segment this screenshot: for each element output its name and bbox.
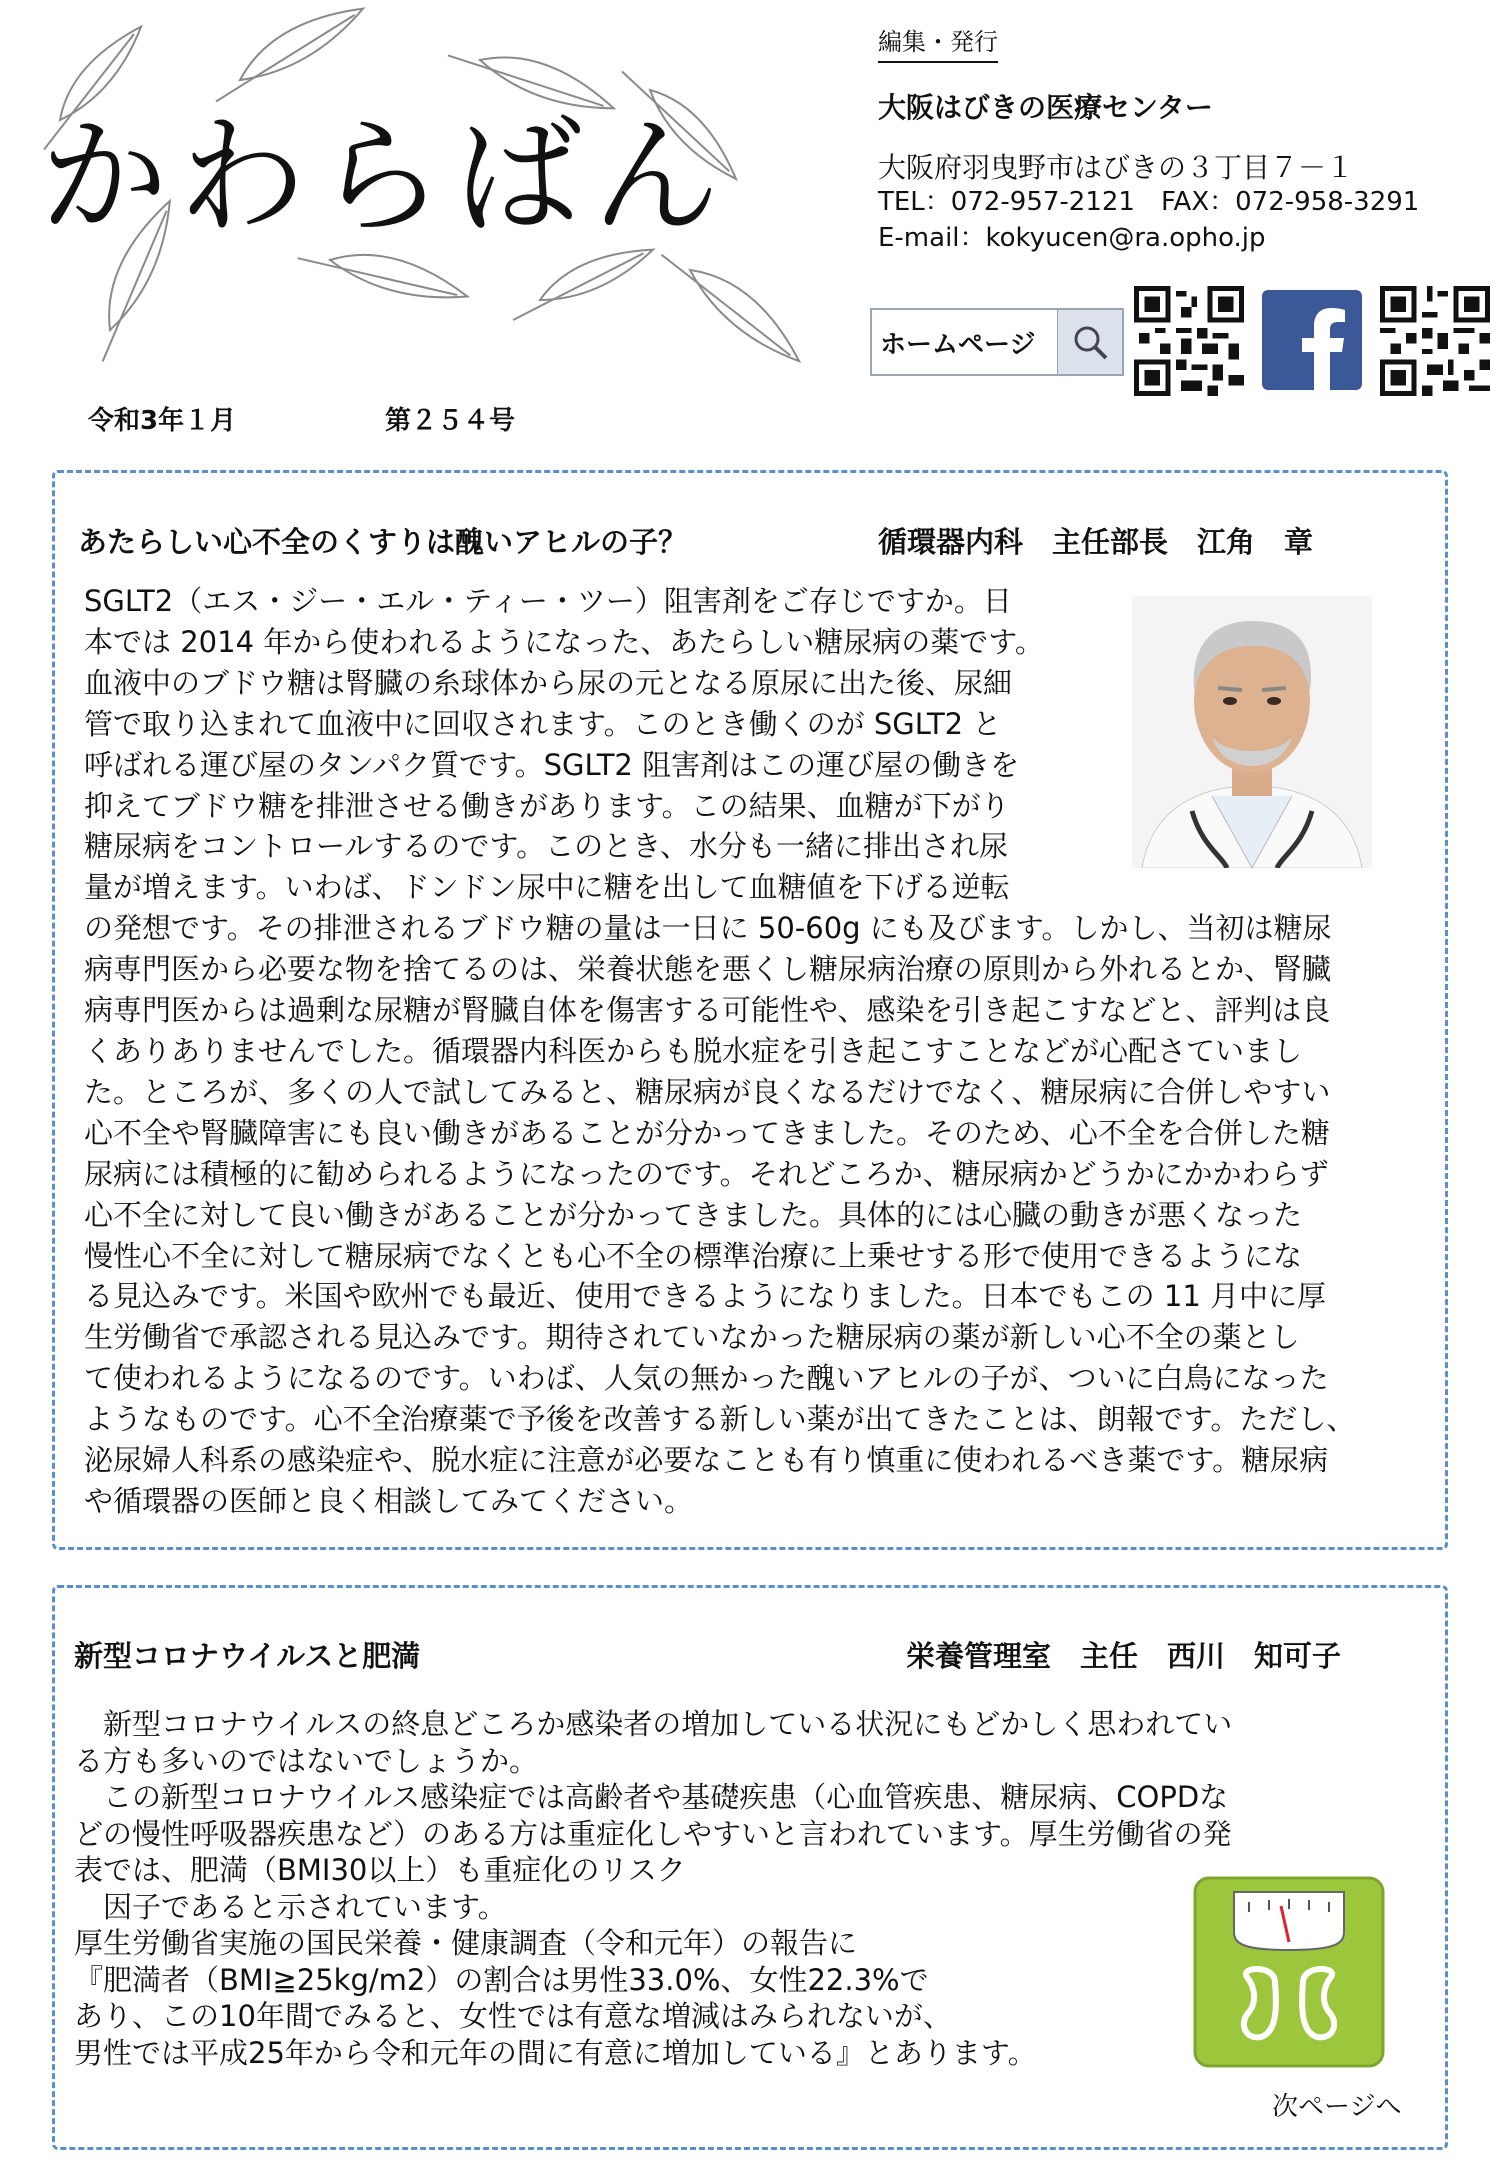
article1-line: くありありませんでした。循環器内科医からも脱水症を引き起こすことなどが心配さていまし: [84, 1033, 1303, 1068]
next-page-note: 次ページへ: [1272, 2092, 1402, 2122]
bathroom-scale-illustration: [1189, 1872, 1389, 2072]
tel-fax: TEL：072-957-2121 FAX：072-958-3291: [878, 187, 1420, 217]
email-address[interactable]: E-mail：kokyucen@ra.opho.jp: [878, 223, 1266, 253]
article1-line: 生労働省で承認される見込みです。期待されていなかった糖尿病の薬が新しい心不全の薬とし: [84, 1320, 1300, 1355]
homepage-search-box[interactable]: [870, 308, 1124, 376]
qr-code-icon[interactable]: [1134, 286, 1244, 396]
qr-code-icon[interactable]: [1380, 286, 1490, 396]
search-icon[interactable]: [1057, 310, 1122, 374]
article-2-headline: 新型コロナウイルスと肥満: [74, 1639, 421, 1673]
article1-line: 心不全や腎臓障害にも良い働きがあることが分かってきました。そのため、心不全を合併した糖: [84, 1115, 1330, 1150]
article1-line: や循環器の医師と良く相談してみてください。: [84, 1483, 694, 1518]
edit-publish-label: 編集・発行: [878, 22, 998, 63]
article1-line: 泌尿婦人科系の感染症や、脱水症に注意が必要なことも有り慎重に使われるべき薬です。糖尿病: [84, 1443, 1329, 1478]
article2-line: どの慢性呼吸器疾患など）のある方は重症化しやすいと言われています。厚生労働省の発: [74, 1816, 1232, 1851]
article1-line: て使われるようになるのです。いわば、人気の無かった醜いアヒルの子が、ついに白鳥になった: [84, 1361, 1329, 1396]
article-1-body: [84, 581, 1424, 1522]
article2-line: この新型コロナウイルス感染症では高齢者や基礎疾患（心血管疾患、糖尿病、COPDな: [74, 1780, 1229, 1814]
article2-line: 因子であると示されています。: [74, 1889, 507, 1924]
article2-line: あり、この10年間でみると、女性では有意な増減はみられないが、: [74, 1999, 952, 2033]
article1-line: 病専門医から必要な物を捨てるのは、栄養状態を悪くし糖尿病治療の原則から外れるとか、腎臓: [84, 952, 1332, 987]
article2-line: 厚生労働省実施の国民栄養・健康調査（令和元年）の報告に: [74, 1926, 858, 1960]
article1-line: 抑えてブドウ糖を排泄させる働きがあります。この結果、血糖が下がり: [84, 788, 1010, 823]
article1-line: た。ところが、多くの人で試してみると、糖尿病が良くなるだけでなく、糖尿病に合併しやすい: [84, 1074, 1331, 1109]
article-2-author: 栄養管理室 主任 西川 知可子: [906, 1639, 1342, 1673]
article2-line: 男性では平成25年から令和元年の間に有意に増加している』とあります。: [74, 2035, 1037, 2070]
newsletter-title: かわらばん: [40, 103, 731, 252]
article1-line: 量が増えます。いわば、ドンドン尿中に糖を出して血糖値を下げる逆転: [84, 870, 1010, 905]
address: 大阪府羽曳野市はびきの３丁目７－１: [878, 151, 1355, 184]
issue-date: 令和3年１月: [88, 406, 237, 436]
article2-line: る方も多いのではないでしょうか。: [74, 1743, 539, 1778]
article1-line: 慢性心不全に対して糖尿病でなくとも心不全の標準治療に上乗せする形で使用できるようにな: [84, 1238, 1303, 1273]
article-1-headline: あたらしい心不全のくすりは醜いアヒルの子？: [78, 525, 688, 559]
article1-line: 管で取り込まれて血液中に回収されます。このとき働くのが SGLT2 と: [84, 706, 1002, 741]
article1-line: る見込みです。米国や欧州でも最近、使用できるようになりました。日本でもこの 11 月中に厚: [84, 1279, 1327, 1314]
article1-line: 呼ばれる運び屋のタンパク質です。SGLT2 阻害剤はこの運び屋の働きを: [84, 747, 1020, 782]
article1-line: 尿病には積極的に勧められるようになったのです。それどころか、糖尿病かどうかにかかわらず: [84, 1156, 1329, 1191]
homepage-label: ホームページ: [880, 329, 1036, 360]
article1-line: 心不全に対して良い働きがあることが分かってきました。具体的には心臓の動きが悪くなった: [84, 1197, 1303, 1232]
article2-line: 『肥満者（BMI≧25kg/m2）の割合は男性33.0%、女性22.3%で: [74, 1962, 929, 1997]
organization-name: 大阪はびきの医療センター: [878, 91, 1213, 124]
article1-line: 病専門医からは過剰な尿糖が腎臓自体を傷害する可能性や、感染を引き起こすなどと、評判は良: [84, 993, 1331, 1028]
article1-line: ようなものです。心不全治療薬で予後を改善する新しい薬が出てきたことは、朗報です。ただし、: [84, 1402, 1356, 1437]
article1-line: 糖尿病をコントロールするのです。このとき、水分も一緒に排出され尿: [84, 829, 1008, 864]
article1-line: 本では 2014 年から使われるようになった、あたらしい糖尿病の薬です。: [84, 624, 1044, 659]
issue-number: 第２５４号: [385, 406, 516, 436]
article1-line: の発想です。その排泄されるブドウ糖の量は一日に 50-60g にも及びます。しかし、当初は糖尿: [84, 911, 1332, 946]
article1-line: SGLT2（エス・ジー・エル・ティー・ツー）阻害剤をご存じですか。日: [84, 584, 1012, 618]
article1-line: 血液中のブドウ糖は腎臓の糸球体から尿の元となる原尿に出た後、尿細: [84, 665, 1013, 700]
facebook-icon[interactable]: [1262, 290, 1362, 390]
article-1-author: 循環器内科 主任部長 江角 章: [878, 525, 1314, 559]
article2-line: 新型コロナウイルスの終息どころか感染者の増加している状況にもどかしく思われてい: [74, 1707, 1233, 1741]
article2-line: 表では、肥満（BMI30以上）も重症化のリスク: [74, 1853, 686, 1887]
